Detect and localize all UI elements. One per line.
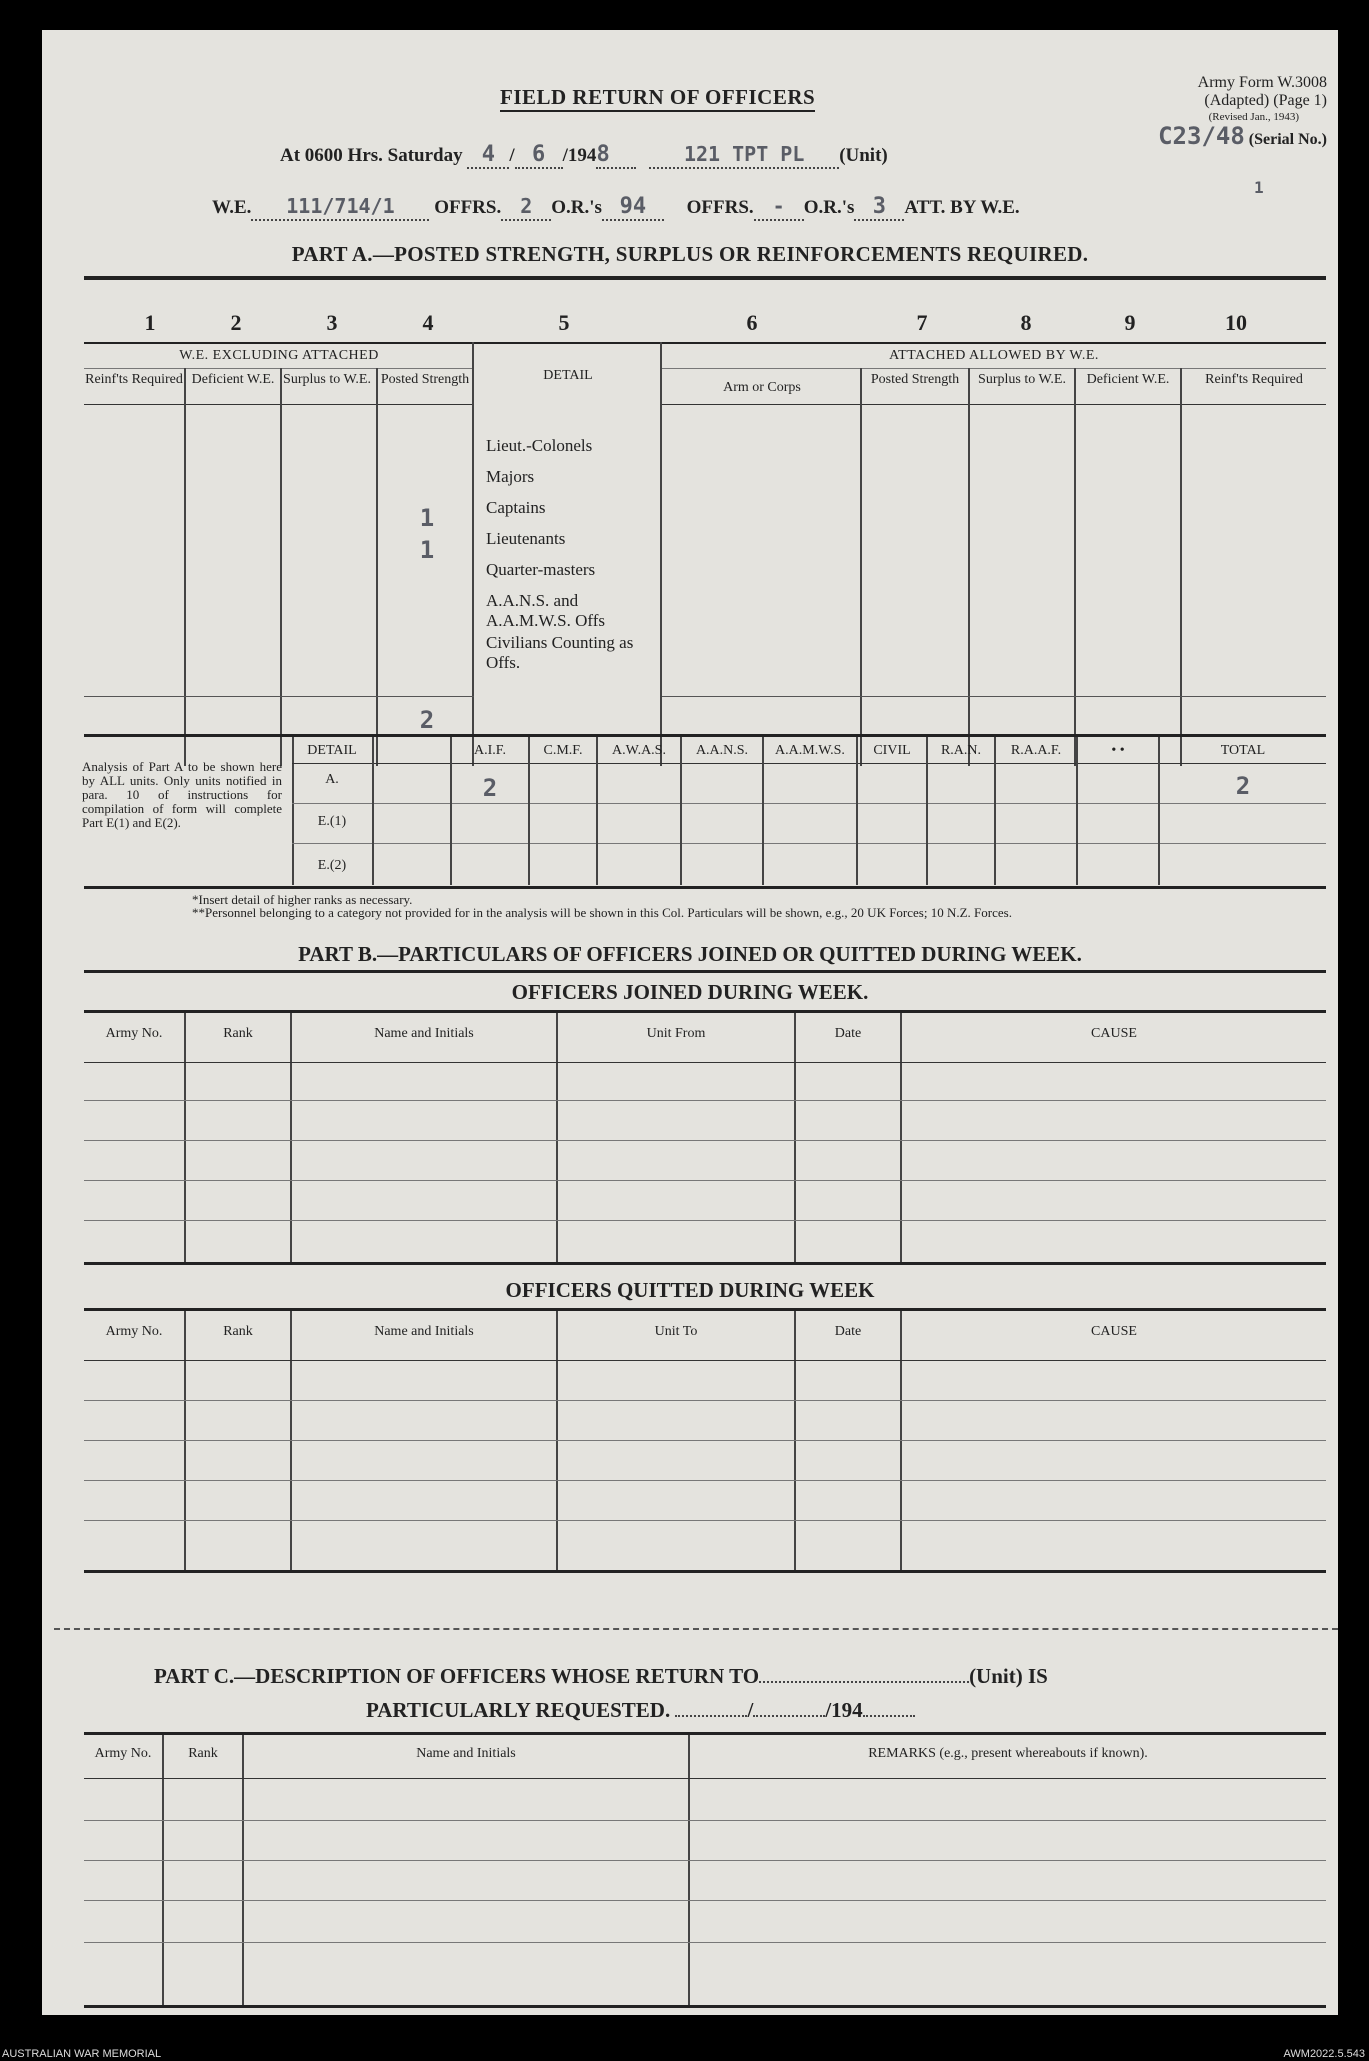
analysis-row-rule-2	[292, 843, 1326, 844]
part-c-line-2	[366, 1698, 915, 1723]
quitted-head-rule	[84, 1308, 1326, 1311]
quitted-vline-2	[290, 1311, 292, 1571]
joined-head-unit-from: Unit From	[646, 1026, 706, 1041]
col10-head: Reinf'ts Required	[1205, 372, 1303, 387]
part-c-year: /194	[825, 1698, 863, 1722]
quitted-head-cause: CAUSE	[1091, 1324, 1137, 1339]
quitted-vline-1	[184, 1311, 186, 1571]
col-number-3: 3	[326, 310, 338, 335]
analysis-head-aans: A.A.N.S.	[695, 743, 749, 758]
col8-head: Surplus to W.E.	[978, 372, 1066, 387]
analysis-vline-11	[1158, 737, 1160, 885]
vline-9	[1180, 368, 1182, 766]
analysis-head-ran: R.A.N.	[940, 743, 982, 758]
year-digit: 8	[596, 142, 610, 167]
offrs2-label: OFFRS.	[686, 197, 754, 218]
ors-value: 94	[619, 194, 647, 219]
analysis-vline-9	[994, 737, 996, 885]
part-c-vline-1	[162, 1735, 164, 2007]
offrs-label: OFFRS.	[434, 197, 502, 218]
analysis-vline-8	[926, 737, 928, 885]
group-left-label: W.E. EXCLUDING ATTACHED	[179, 348, 379, 363]
joined-row-rule-1	[84, 1062, 1326, 1063]
part-c-row-rule-3	[84, 1860, 1326, 1861]
part-c-vline-3	[688, 1735, 690, 2007]
part-c-head-army-no: Army No.	[94, 1746, 152, 1761]
col2-head: Deficient W.E.	[191, 372, 275, 387]
analysis-vline-7	[856, 737, 858, 885]
quitted-row-rule-2	[84, 1400, 1326, 1401]
part-b-title: PART B.—PARTICULARS OF OFFICERS JOINED OR QUITTED DURING WEEK.	[298, 942, 1082, 966]
part-c-line-1	[154, 1664, 1048, 1689]
col7-head: Posted Strength	[870, 372, 960, 387]
vline-3	[376, 368, 378, 766]
analysis-vline-5	[680, 737, 682, 885]
joined-vline-4	[794, 1013, 796, 1263]
analysis-head-civil: CIVIL	[873, 743, 911, 758]
vline-2	[280, 368, 282, 766]
analysis-vline-2	[450, 737, 452, 885]
analysis-head-raaf: R.A.A.F.	[1010, 743, 1062, 758]
posted-total-value: 2	[419, 706, 435, 734]
part-c-row-rule-4	[84, 1900, 1326, 1901]
part-c-head-remarks: REMARKS (e.g., present whereabouts if known).	[868, 1746, 1148, 1761]
analysis-head-detail: DETAIL	[307, 743, 357, 758]
col-number-8: 8	[1020, 310, 1032, 335]
part-c-title-b: (Unit) IS	[969, 1664, 1048, 1688]
form-sheet	[42, 30, 1338, 2015]
day-value: 4	[481, 142, 495, 167]
we-label: W.E.	[212, 197, 252, 218]
col-number-4: 4	[422, 310, 434, 335]
form-revised: (Revised Jan., 1943)	[1208, 111, 1299, 123]
joined-row-rule-5	[84, 1220, 1326, 1221]
col-number-2: 2	[230, 310, 242, 335]
part-a-top-rule	[84, 276, 1326, 280]
serial-value: C23/48	[1158, 122, 1245, 150]
quitted-row-rule-1	[84, 1360, 1326, 1361]
footer-accession: AWM2022.5.543	[1283, 2048, 1365, 2060]
ors-label: O.R.'s	[551, 197, 602, 218]
rank-majors: Majors	[486, 467, 535, 486]
part-c-title-a: PART C.—DESCRIPTION OF OFFICERS WHOSE RETURN TO	[154, 1664, 760, 1688]
col-number-1: 1	[144, 310, 156, 335]
at-label: At 0600 Hrs. Saturday	[280, 145, 463, 166]
ors2-value: 3	[872, 194, 886, 219]
col-number-6: 6	[746, 310, 758, 335]
ors2-label: O.R.'s	[803, 197, 855, 218]
footnote-2: **Personnel belonging to a category not provided for in the analysis will be shown in this Col. Particulars will be shown, e.g., 20 UK Forces; 10 N.Z. Forces.	[192, 905, 1012, 920]
group-right-label: ATTACHED ALLOWED BY W.E.	[889, 348, 1099, 363]
part-c-vline-2	[242, 1735, 244, 2007]
part-a-bottom-rule	[84, 734, 1326, 737]
joined-head-name: Name and Initials	[374, 1026, 474, 1041]
posted-captains-value: 1	[419, 504, 435, 532]
part-a-title: PART A.—POSTED STRENGTH, SURPLUS OR REINFORCEMENTS REQUIRED.	[291, 242, 1089, 266]
header-we-line	[212, 194, 1020, 221]
joined-bottom-rule	[84, 1262, 1326, 1265]
group-left-rule	[84, 368, 474, 369]
archive-footer	[0, 2047, 1369, 2061]
analysis-a-aif-value: 2	[482, 774, 498, 802]
rank-aans-aamws: A.A.N.S. and A.A.M.W.S. Offs	[486, 591, 606, 630]
analysis-a-total-value: 2	[1235, 772, 1251, 800]
footer-institution: AUSTRALIAN WAR MEMORIAL	[2, 2048, 162, 2060]
analysis-vline-4	[596, 737, 598, 885]
rank-lieut-colonels: Lieut.-Colonels	[486, 436, 593, 455]
quitted-title: OFFICERS QUITTED DURING WEEK	[505, 1278, 875, 1302]
serial-block	[1062, 122, 1327, 150]
joined-row-rule-3	[84, 1140, 1326, 1141]
group-right-rule	[662, 368, 1326, 369]
unit-value: 121 TPT PL	[683, 142, 805, 166]
total-row-rule-left	[84, 696, 474, 697]
form-title: FIELD RETURN OF OFFICERS	[500, 85, 815, 112]
quitted-vline-4	[794, 1311, 796, 1571]
we-value: 111/714/1	[286, 194, 395, 218]
quitted-row-rule-5	[84, 1520, 1326, 1521]
col-number-9: 9	[1124, 310, 1136, 335]
analysis-row-e1: E.(1)	[317, 814, 347, 829]
vline-4	[472, 342, 474, 766]
analysis-bottom-rule	[84, 886, 1326, 889]
part-a-header-rule	[84, 342, 1326, 344]
analysis-vline-3	[528, 737, 530, 885]
quitted-row-rule-4	[84, 1480, 1326, 1481]
offrs-value: 2	[520, 194, 533, 218]
quitted-head-rank: Rank	[223, 1324, 253, 1339]
col-head-rule-right	[662, 404, 1326, 405]
col6-head: Arm or Corps	[723, 380, 801, 395]
joined-row-rule-4	[84, 1180, 1326, 1181]
part-c-requested: PARTICULARLY REQUESTED.	[366, 1698, 671, 1722]
month-value: 6	[532, 142, 546, 167]
analysis-head-awas: A.W.A.S.	[612, 743, 666, 758]
quitted-vline-5	[900, 1311, 902, 1571]
joined-vline-5	[900, 1013, 902, 1263]
analysis-head-cmf: C.M.F.	[543, 743, 583, 758]
rank-lieutenants: Lieutenants	[486, 529, 566, 548]
joined-head-date: Date	[834, 1026, 862, 1041]
vline-5	[660, 342, 662, 766]
part-c-head-rank: Rank	[188, 1746, 218, 1761]
form-number: Army Form W.3008	[1197, 74, 1327, 91]
joined-vline-3	[556, 1013, 558, 1263]
col4-head: Posted Strength	[380, 372, 470, 387]
joined-head-army-no: Army No.	[105, 1026, 163, 1041]
part-b-rule	[84, 970, 1326, 973]
detail-label: DETAIL	[543, 368, 593, 383]
analysis-note: Analysis of Part A to be shown here by ALL units. Only units notified in para. 10 of instructions for compilation of form will complete Part E(1) and E(2).	[82, 759, 282, 830]
quitted-head-name: Name and Initials	[374, 1324, 474, 1339]
quitted-vline-3	[556, 1311, 558, 1571]
col-number-7: 7	[916, 310, 928, 335]
analysis-row-e2: E.(2)	[317, 858, 347, 873]
analysis-head-aamws: A.A.M.W.S.	[775, 743, 845, 758]
serial-label: (Serial No.)	[1248, 131, 1327, 148]
perforation-line	[54, 1628, 1338, 1630]
col9-head: Deficient W.E.	[1086, 372, 1170, 387]
col3-head: Surplus to W.E.	[283, 372, 371, 387]
rank-captains: Captains	[486, 498, 546, 517]
form-adapted: (Adapted) (Page 1)	[1204, 92, 1327, 109]
quitted-head-army-no: Army No.	[105, 1324, 163, 1339]
analysis-vline-10	[1076, 737, 1078, 885]
quitted-head-unit-to: Unit To	[654, 1324, 698, 1339]
corner-mark: 1	[1254, 178, 1264, 197]
vline-8	[1074, 368, 1076, 766]
col-number-5: 5	[558, 310, 570, 335]
joined-row-rule-2	[84, 1100, 1326, 1101]
joined-head-cause: CAUSE	[1091, 1026, 1137, 1041]
joined-vline-2	[290, 1013, 292, 1263]
col-number-10: 10	[1225, 310, 1247, 335]
vline-7	[968, 368, 970, 766]
part-c-row-rule-1	[84, 1778, 1326, 1779]
posted-lieutenants-value: 1	[419, 536, 435, 564]
footnote-1: *Insert detail of higher ranks as necessary.	[192, 892, 413, 907]
offrs2-value: -	[772, 194, 785, 218]
part-c-row-rule-2	[84, 1820, 1326, 1821]
rank-quarter-masters: Quarter-masters	[486, 560, 596, 579]
year-prefix: /194	[562, 145, 597, 166]
analysis-head-aif: A.I.F.	[474, 743, 506, 758]
quitted-head-date: Date	[834, 1324, 862, 1339]
analysis-head-total: TOTAL	[1220, 743, 1266, 758]
analysis-row-rule-1	[292, 803, 1326, 804]
part-c-row-rule-5	[84, 1942, 1326, 1943]
total-row-rule-right	[662, 696, 1326, 697]
quitted-bottom-rule	[84, 1570, 1326, 1573]
vline-1	[184, 368, 186, 766]
form-number-block	[1082, 74, 1327, 125]
analysis-head-rule	[292, 763, 1326, 764]
analysis-head-other: • •	[1111, 743, 1125, 758]
part-c-head-rule	[84, 1732, 1326, 1735]
analysis-row-a: A.	[325, 772, 339, 787]
col1-head: Reinf'ts Required	[85, 372, 183, 387]
att-label: ATT. BY W.E.	[904, 197, 1020, 218]
part-c-head-name: Name and Initials	[416, 1746, 516, 1761]
analysis-vline-6	[762, 737, 764, 885]
unit-label: (Unit)	[839, 145, 888, 166]
part-c-bottom-rule	[84, 2005, 1326, 2008]
rank-civilians: Civilians Counting as Offs.	[486, 633, 634, 672]
joined-vline-1	[184, 1013, 186, 1263]
joined-head-rank: Rank	[223, 1026, 253, 1041]
quitted-row-rule-3	[84, 1440, 1326, 1441]
joined-title: OFFICERS JOINED DURING WEEK.	[511, 980, 869, 1004]
joined-head-rule	[84, 1010, 1326, 1013]
part-c-slash: /	[747, 1698, 754, 1722]
header-date-line: At 0600 Hrs. Saturday 4 / 6 /1948 121 TPT PL (Unit)	[280, 142, 888, 167]
vline-6	[860, 368, 862, 766]
col-head-rule-left	[84, 404, 474, 405]
ranks-list	[486, 436, 658, 673]
analysis-vline-1	[372, 737, 374, 885]
